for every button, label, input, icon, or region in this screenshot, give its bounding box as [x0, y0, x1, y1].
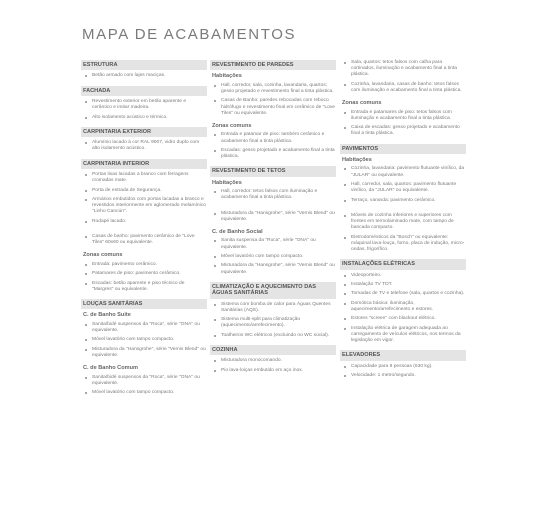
item-list	[340, 110, 466, 138]
section-header: LOUÇAS SANITÁRIAS	[81, 299, 207, 309]
item-list	[81, 140, 207, 152]
list-item: Instalação elétrica de garagem adequada ao carregamento de veículos elétricos, nos termos da legislação em vigor.	[340, 326, 466, 345]
section-header: COZINHA	[210, 345, 336, 355]
column-3	[340, 60, 466, 385]
section-header: REVESTIMENTO DE PAREDES	[210, 60, 336, 70]
list-item: Videoporteiro.	[340, 273, 466, 279]
list-item: Misturadora da "Hansgrohe", série "Vernis Blend" ou equivalente.	[81, 347, 207, 359]
list-item: Móvel lavatório com tampo compacto.	[210, 254, 336, 260]
list-item: Patamares de piso: pavimento cerâmico.	[81, 271, 207, 277]
subsection-title: Zonas comuns	[212, 123, 252, 130]
item-list	[81, 172, 207, 246]
list-item: Sistema multi-split para climatização (aquecimento/arrefecimento).	[210, 317, 336, 329]
section-header: CARPINTARIA INTERIOR	[81, 159, 207, 169]
list-item: Hall, corredor, sala, quartos: pavimento flutuante vinílico, da "JULAR" ou equivalente.	[340, 182, 466, 194]
list-item: Terraço, varanda: pavimento cerâmico.	[340, 198, 466, 204]
subsection-title: Zonas comuns	[83, 252, 123, 259]
list-item: Porta de entrada de Segurança.	[81, 188, 207, 194]
subsection-title: C. de Banho Social	[212, 229, 263, 236]
item-list	[81, 322, 207, 359]
list-item: Misturadora da "Hansgrohe", série "Vernis Blend" ou equivalente.	[210, 263, 336, 275]
list-item: Misturadora monocomando.	[210, 358, 336, 364]
item-list	[210, 358, 336, 374]
list-item: Cozinha, lavandaria: pavimento flutuante vinílico, da "JULAR" ou equivalente.	[340, 166, 466, 178]
list-item: Instalação TV TDT.	[340, 282, 466, 288]
list-item: Hall, corredor, sala, cozinha, lavandaria, quartos; gesso projetado e revestimento final a tinta plástica.	[210, 83, 336, 95]
list-item: Portas lisas lacadas a branco com ferragens cromadas mate.	[81, 172, 207, 184]
subsection-title: Zonas comuns	[342, 100, 382, 107]
item-list	[340, 166, 466, 253]
list-item: Móveis de cozinha inferiores e superiores com frentes em termolaminado mate, com tampo de bancada compacto.	[340, 213, 466, 232]
list-item: Domótica básica: iluminação, aquecimento/arrefecimento e estores.	[340, 301, 466, 313]
item-list	[210, 302, 336, 339]
list-item: Estores "screen" com blackout elétrico.	[340, 316, 466, 322]
list-item: Sistema com bomba de calor para Águas Quentes Sanitárias (AQS).	[210, 302, 336, 314]
subsection-title: C. de Banho Suite	[83, 312, 131, 319]
list-item: Tomadas de TV e telefone (sala, quartos e cozinha).	[340, 291, 466, 297]
item-list	[81, 99, 207, 121]
section-header: CARPINTARIA EXTERIOR	[81, 127, 207, 137]
list-item: Eletrodomésticos da "Bosch" ou equivalente: máquinal lava-louça, forno, placa de indução, micro-ondas, frigorífico.	[340, 235, 466, 254]
list-item: Revestimento exterior em betão aparente e cerâmico e imitar madeira.	[81, 99, 207, 111]
section-header: ELEVADORES	[340, 350, 466, 360]
section-header: INSTALAÇÕES ELÉTRICAS	[340, 259, 466, 269]
list-item: Sanita suspensa da "Roca", série "ONA" ou equivalente.	[210, 238, 336, 250]
item-list	[340, 273, 466, 345]
list-item: Cozinha, lavandaria, casas de banho: tetos falsos com iluminação e acabamento final a tinta plástica.	[340, 82, 466, 94]
list-item: Sala, quartos: tetos falsos com calha para cortinados, iluminação e acabamento final a tinta plástica.	[340, 60, 466, 79]
section-header: FACHADA	[81, 86, 207, 96]
item-list	[340, 60, 466, 94]
column-2	[210, 60, 336, 380]
section-header: REVESTIMENTO DE TETOS	[210, 166, 336, 176]
item-list	[210, 238, 336, 275]
list-item: Caixa de escadas: gesso projetado e acabamento final a tinta plástica.	[340, 125, 466, 137]
list-item: Armários embutidos com portas lacadas a branco e revestidos interiormente em aglomerado melamínico "Linho Cancún".	[81, 197, 207, 216]
list-item: Capacidade para 8 pessoas (630 kg).	[340, 364, 466, 370]
item-list	[81, 73, 207, 79]
section-header: ESTRUTURA	[81, 60, 207, 70]
subsection-title: Habitações	[342, 157, 372, 164]
list-item: Sanita/bidé suspensos da "Roca", série "ONA" ou equivalente.	[81, 375, 207, 387]
section-header: CLIMATIZAÇÃO E AQUECIMENTO DAS ÁGUAS SANITÁRIAS	[210, 282, 336, 299]
item-list	[210, 189, 336, 223]
list-item: Sanita/bidé suspensos da "Roca", série "ONA" ou equivalente.	[81, 322, 207, 334]
section-header: PAVIMENTOS	[340, 144, 466, 154]
item-list	[81, 262, 207, 293]
item-list	[210, 132, 336, 160]
subsection-title: C. de Banho Comum	[83, 365, 139, 372]
subsection-title: Habitações	[212, 73, 242, 80]
list-item: Velocidade: 1 metro/segundo.	[340, 373, 466, 379]
page-title: MAPA DE ACABAMENTOS	[82, 26, 297, 43]
list-item: Entrada: pavimento cerâmico.	[81, 262, 207, 268]
list-item: Móvel lavatório com tampo compacto.	[81, 337, 207, 343]
list-item: Escadas: betão aparente e piso técnico de "Margres" ou equivalente.	[81, 281, 207, 293]
item-list	[210, 83, 336, 117]
list-item: Hall, corredor: tetos falsos com iluminação e acabamento final a tinta plástica.	[210, 189, 336, 201]
list-item: Rodapé lacado.	[81, 219, 207, 225]
list-item: Casas de Banho: paredes rebocadas com reboco hidrófugo e revestimento final em cerâmico de "Love Tiles" ou equivalente.	[210, 98, 336, 117]
list-item: Entrada e patamares de piso: tetos falsos com iluminação e acabamento final a tinta plástica.	[340, 110, 466, 122]
list-item: Betão armado com lajes maciças.	[81, 73, 207, 79]
list-item: Alumínio lacado à cor RAL 9007, vidro duplo com alto isolamento acústico.	[81, 140, 207, 152]
list-item: Casas de banho: pavimento cerâmico de "Love Tiles" 60x60 ou equivalente.	[81, 234, 207, 246]
list-item: Escadas: gesso projetado e acabamento final a tinta plástica.	[210, 148, 336, 160]
item-list	[340, 364, 466, 380]
column-1	[81, 60, 207, 402]
list-item: Móvel lavatório com tampo compacto.	[81, 390, 207, 396]
item-list	[81, 375, 207, 397]
subsection-title: Habitações	[212, 179, 242, 186]
list-item: Pio lava-loiças embutido em aço inox.	[210, 368, 336, 374]
list-item: Toalheiros WC elétricos (excluindo no WC social).	[210, 333, 336, 339]
list-item: Misturadora da "Hansgrohe", série "Vernis Blend" ou equivalente.	[210, 211, 336, 223]
list-item: Alto isolamento acústico e térmico.	[81, 115, 207, 121]
list-item: Entrada e patamar de piso: também cerâmico e acabamento final a tinta plástica.	[210, 132, 336, 144]
